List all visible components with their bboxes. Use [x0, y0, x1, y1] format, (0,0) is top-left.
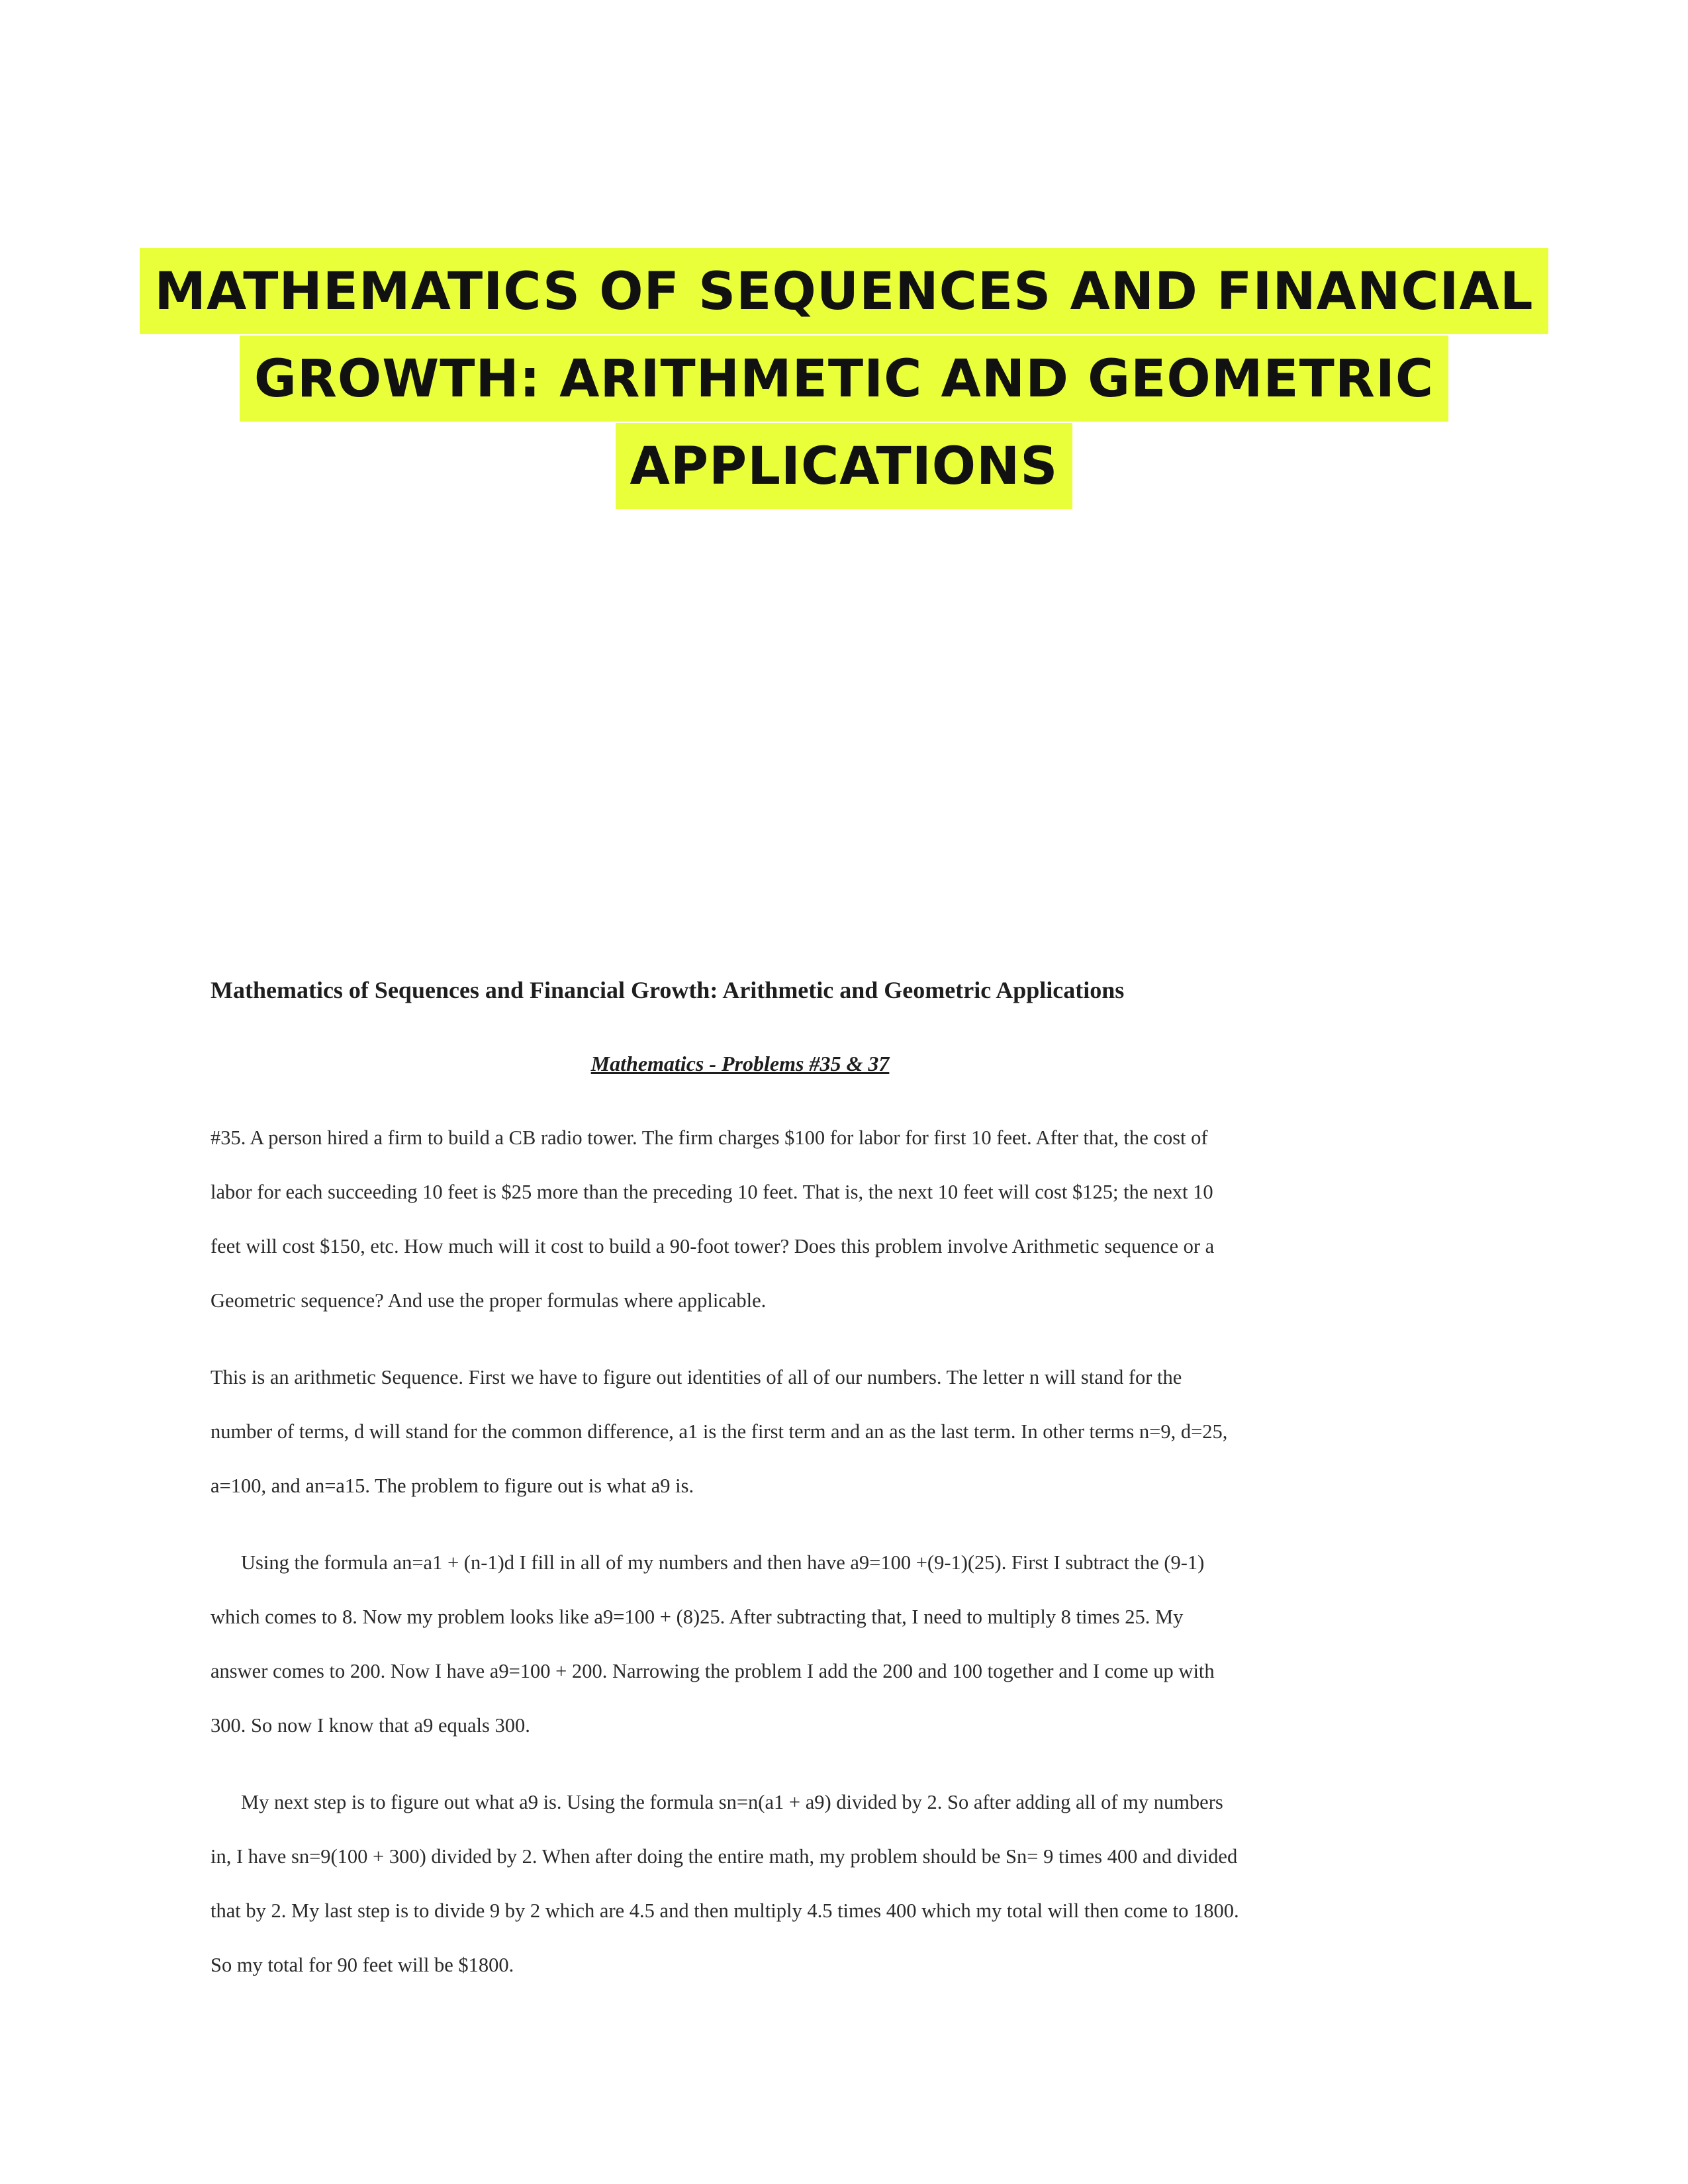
identification-paragraph: This is an arithmetic Sequence. First we have to figure out identities of all of our numbers. The letter n will stand for the number of terms, d will stand for the common difference, a1 is the first term and an as the last term. In other terms n=9, d=25, a=100, and an=a15. The problem to figure out is what a9 is. — [211, 1366, 1228, 1497]
scanned-document — [211, 976, 1243, 1992]
cover-title-line-2: GROWTH: ARITHMETIC AND GEOMETRIC — [240, 336, 1448, 422]
nth-term-solution-paragraph: Using the formula an=a1 + (n-1)d I fill in all of my numbers and then have a9=100 +(9-1)(25). First I subtract the (9-1) which comes to 8. Now my problem looks like a9=100 + (8)25. After subtracting that, I need to multiply 8 times 25. My answer comes to 200. Now I have a9=100 + 200. Narrowing the problem I add the 200 and 100 together and I come up with 300. So now I know that a9 equals 300. — [211, 1551, 1215, 1737]
document-subheading: Mathematics - Problems #35 & 37 — [590, 1052, 890, 1075]
cover-title-line-3: APPLICATIONS — [616, 423, 1073, 509]
problem-statement-paragraph: #35. A person hired a firm to build a CB radio tower. The firm charges $100 for labor for first 10 feet. After that, the cost of labor for each succeeding 10 feet is $25 more than the preceding 10 feet. That is, the next 10 feet will cost $125; the next 10 feet will cost $150, etc. How much will it cost to build a 90-foot tower? Does this problem involve Arithmetic sequence or a Geometric sequence? And use the proper formulas where applicable. — [211, 1126, 1215, 1312]
cover-title-line-1: MATHEMATICS OF SEQUENCES AND FINANCIAL — [140, 248, 1548, 334]
document-heading: Mathematics of Sequences and Financial Growth: Arithmetic and Geometric Applications — [211, 977, 1125, 1003]
sum-solution-paragraph: My next step is to figure out what a9 is. Using the formula sn=n(a1 + a9) divided by 2. So after adding all of my numbers in, I have sn=9(100 + 300) divided by 2. When after doing the entire math, my problem should be Sn= 9 times 400 and divided that by 2. My last step is to divide 9 by 2 which are 4.5 and then multiply 4.5 times 400 which my total will then come to 1800. So my total for 90 feet will be $1800. — [211, 1791, 1239, 1976]
cover-title — [0, 248, 1688, 510]
